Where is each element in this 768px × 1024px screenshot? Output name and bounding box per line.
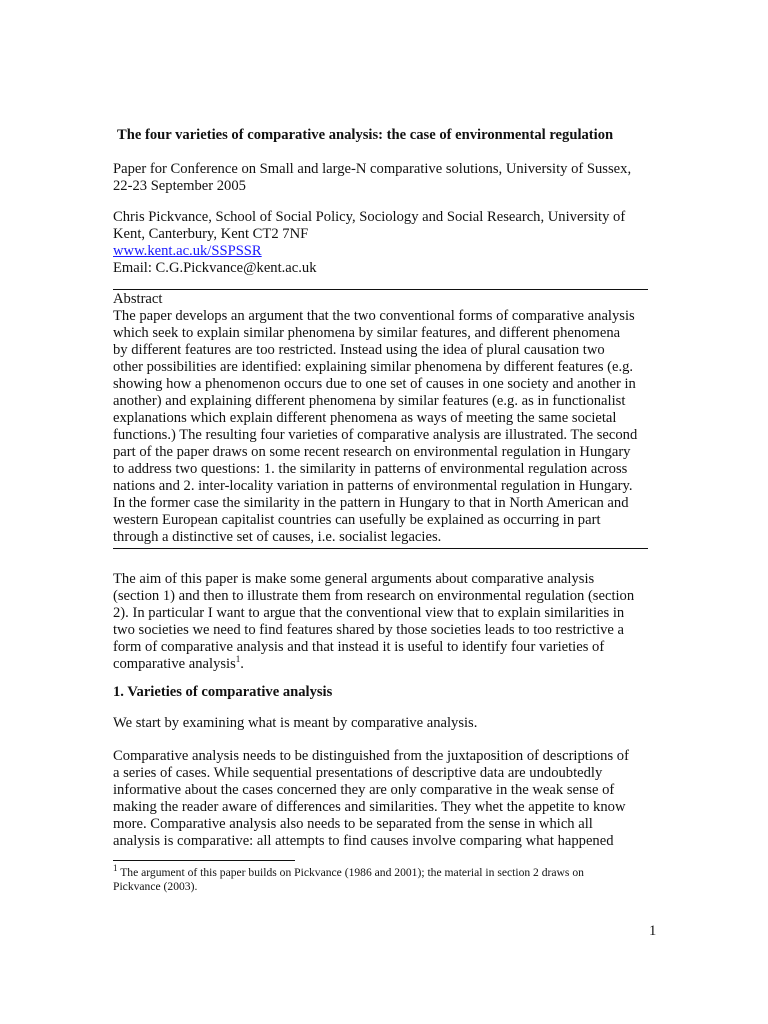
abstract-line: The paper develops an argument that the two conventional forms of comparative analysis xyxy=(113,308,635,324)
intro-line: form of comparative analysis and that instead it is useful to identify four varieties of xyxy=(113,639,605,655)
intro-line: The aim of this paper is make some general arguments about comparative analysis xyxy=(113,571,595,587)
footnote-separator xyxy=(113,860,295,861)
author-block xyxy=(113,209,673,277)
conference-line: Paper for Conference on Small and large-N comparative solutions, University of Sussex, xyxy=(113,161,632,177)
abstract-line: part of the paper draws on some recent research on environmental regulation in Hungary xyxy=(113,444,631,460)
abstract-line: which seek to explain similar phenomena by similar features, and different phenomena xyxy=(113,325,621,341)
author-email: Email: C.G.Pickvance@kent.ac.uk xyxy=(113,260,317,276)
department-link[interactable]: www.kent.ac.uk/SSPSSR xyxy=(113,243,262,259)
footnote-line: Pickvance (2003). xyxy=(113,880,198,893)
abstract-line: nations and 2. inter-locality variation in patterns of environmental regulation in Hungary. xyxy=(113,478,633,494)
paragraph-line: Comparative analysis needs to be distinguished from the juxtaposition of descriptions of xyxy=(113,748,629,764)
author-line: Chris Pickvance, School of Social Policy, Sociology and Social Research, University of xyxy=(113,209,626,225)
paragraph-line: more. Comparative analysis also needs to be separated from the sense in which all xyxy=(113,816,593,832)
conference-note xyxy=(113,161,673,195)
abstract-line: to address two questions: 1. the similarity in patterns of environmental regulation across xyxy=(113,461,628,477)
intro-line: (section 1) and then to illustrate them from research on environmental regulation (section xyxy=(113,588,635,604)
section-heading: 1. Varieties of comparative analysis xyxy=(113,684,333,700)
footnote-mark: 1 xyxy=(113,863,118,874)
abstract xyxy=(113,291,673,546)
section-paragraph: We start by examining what is meant by comparative analysis. xyxy=(113,715,478,731)
abstract-line: other possibilities are identified: explaining similar phenomena by different features (e.g. xyxy=(113,359,634,375)
section-paragraph xyxy=(113,748,673,850)
footnote-line: $^1$ The argument of this paper builds on Pickvance (1986 and 2001); the material in section 2 draws on xyxy=(113,863,584,879)
paragraph-line: analysis is comparative: all attempts to find causes involve comparing what happened xyxy=(113,833,614,849)
abstract-line: by different features are too restricted. Instead using the idea of plural causation two xyxy=(113,342,605,358)
abstract-heading: Abstract xyxy=(113,291,163,307)
paragraph-line: informative about the cases concerned they are only comparative in the weak sense of xyxy=(113,782,615,798)
intro-last-line: comparative analysis$^1$. xyxy=(113,654,244,672)
intro-paragraph xyxy=(113,571,673,673)
footnote-reference[interactable]: 1 xyxy=(235,654,241,665)
paper-title: The four varieties of comparative analysis: the case of environmental regulation xyxy=(117,127,614,143)
abstract-line: In the former case the similarity in the pattern in Hungary to that in North American and xyxy=(113,495,629,511)
abstract-line: western European capitalist countries can usefully be explained as occurring in part xyxy=(113,512,601,528)
abstract-line: showing how a phenomenon occurs due to one set of causes in one society and another in xyxy=(113,376,636,392)
intro-line: two societies we need to find features shared by those societies leads to too restrictive a xyxy=(113,622,625,638)
paragraph-line: making the reader aware of differences and similarities. They whet the appetite to know xyxy=(113,799,626,815)
conference-line: 22-23 September 2005 xyxy=(113,178,246,194)
abstract-line: explanations which explain different phenomena as ways of meeting the same societal xyxy=(113,410,617,426)
divider-top xyxy=(113,289,648,290)
abstract-line: through a distinctive set of causes, i.e. socialist legacies. xyxy=(113,529,442,545)
abstract-line: another) and explaining different phenomena by similar features (e.g. as in functionalist xyxy=(113,393,626,409)
abstract-line: functions.) The resulting four varieties of comparative analysis are illustrated. The second xyxy=(113,427,638,443)
intro-line: 2). In particular I want to argue that the conventional view that to explain similarities in xyxy=(113,605,625,621)
page-number: 1 xyxy=(649,923,657,939)
author-line: Kent, Canterbury, Kent CT2 7NF xyxy=(113,226,309,242)
divider-bottom xyxy=(113,548,648,549)
footnote xyxy=(113,863,673,894)
paragraph-line: a series of cases. While sequential presentations of descriptive data are undoubtedly xyxy=(113,765,603,781)
